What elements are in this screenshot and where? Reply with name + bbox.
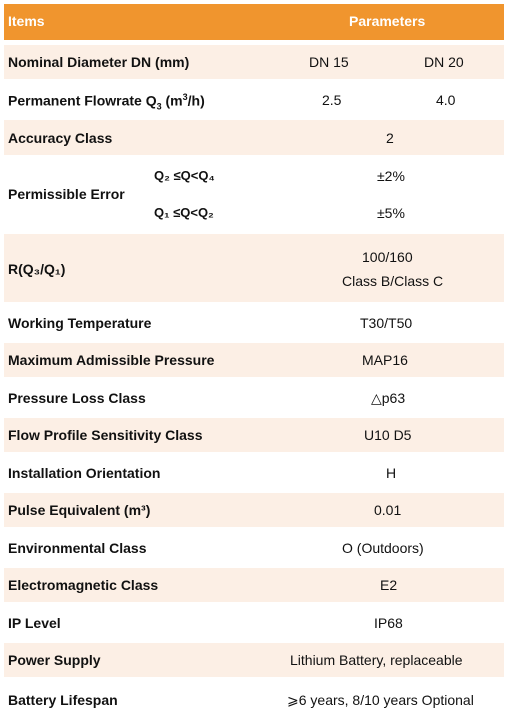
table-row bbox=[4, 455, 504, 490]
condition-2: Q₁ ≤Q<Q₂ bbox=[154, 205, 214, 220]
row-label: Battery Lifespan bbox=[8, 692, 118, 708]
label-text: (m bbox=[161, 92, 183, 109]
condition-1: Q₂ ≤Q<Q₄ bbox=[154, 168, 215, 183]
table-row bbox=[4, 120, 504, 155]
row-label: Accuracy Class bbox=[8, 130, 113, 146]
table-row bbox=[4, 493, 504, 527]
value-2: ±5% bbox=[377, 205, 405, 221]
label-text: /h) bbox=[187, 92, 205, 109]
row-label: Flow Profile Sensitivity Class bbox=[8, 427, 203, 443]
row-label: Pulse Equivalent (m³) bbox=[8, 502, 151, 518]
row-label: Power Supply bbox=[8, 652, 101, 668]
row-label: R(Q₃/Q₁) bbox=[8, 261, 66, 277]
value-1: 100/160 bbox=[362, 249, 413, 265]
value-dn15: DN 15 bbox=[309, 54, 349, 70]
value-1: ±2% bbox=[377, 168, 405, 184]
row-label: IP Level bbox=[8, 615, 61, 631]
row-value: 0.01 bbox=[374, 502, 402, 518]
row-value: △p63 bbox=[371, 390, 406, 406]
row-label: Maximum Admissible Pressure bbox=[8, 352, 215, 368]
header-items: Items bbox=[8, 13, 45, 29]
row-label: Pressure Loss Class bbox=[8, 390, 146, 406]
label-sup: 3 bbox=[182, 92, 188, 102]
row-value: O (Outdoors) bbox=[342, 540, 424, 556]
table-row bbox=[4, 82, 504, 117]
table-row bbox=[4, 157, 504, 232]
header-parameters: Parameters bbox=[349, 13, 426, 29]
table-row bbox=[4, 680, 504, 720]
row-value: H bbox=[386, 465, 397, 481]
row-value: IP68 bbox=[374, 615, 403, 631]
row-value: U10 D5 bbox=[364, 427, 412, 443]
row-label: Installation Orientation bbox=[8, 465, 161, 481]
row-label: Environmental Class bbox=[8, 540, 147, 556]
value-dn15: 2.5 bbox=[322, 92, 342, 108]
table-row bbox=[4, 643, 504, 677]
table-row bbox=[4, 343, 504, 377]
row-value: T30/T50 bbox=[360, 315, 413, 331]
table-row bbox=[4, 234, 504, 302]
row-label: Working Temperature bbox=[8, 315, 152, 331]
label-text: Permanent Flowrate Q bbox=[8, 92, 157, 109]
row-label: Nominal Diameter DN (mm) bbox=[8, 54, 190, 70]
row-value: E2 bbox=[380, 577, 398, 593]
table-row bbox=[4, 45, 504, 79]
row-value: MAP16 bbox=[362, 352, 408, 368]
label-sub: 3 bbox=[156, 101, 162, 112]
table-row bbox=[4, 418, 504, 452]
table-header bbox=[4, 4, 504, 40]
row-value: 2 bbox=[386, 130, 394, 146]
value-dn20: 4.0 bbox=[436, 92, 456, 108]
row-label: Electromagnetic Class bbox=[8, 577, 159, 593]
table-row bbox=[4, 605, 504, 640]
table-row bbox=[4, 380, 504, 415]
row-value: ⩾6 years, 8/10 years Optional bbox=[287, 692, 474, 708]
table-row bbox=[4, 530, 504, 565]
table-row bbox=[4, 568, 504, 602]
value-2: Class B/Class C bbox=[342, 273, 444, 289]
row-value: Lithium Battery, replaceable bbox=[290, 652, 463, 668]
value-dn20: DN 20 bbox=[424, 54, 464, 70]
row-label: Permissible Error bbox=[8, 186, 125, 202]
table-row bbox=[4, 305, 504, 340]
row-label bbox=[8, 92, 205, 111]
